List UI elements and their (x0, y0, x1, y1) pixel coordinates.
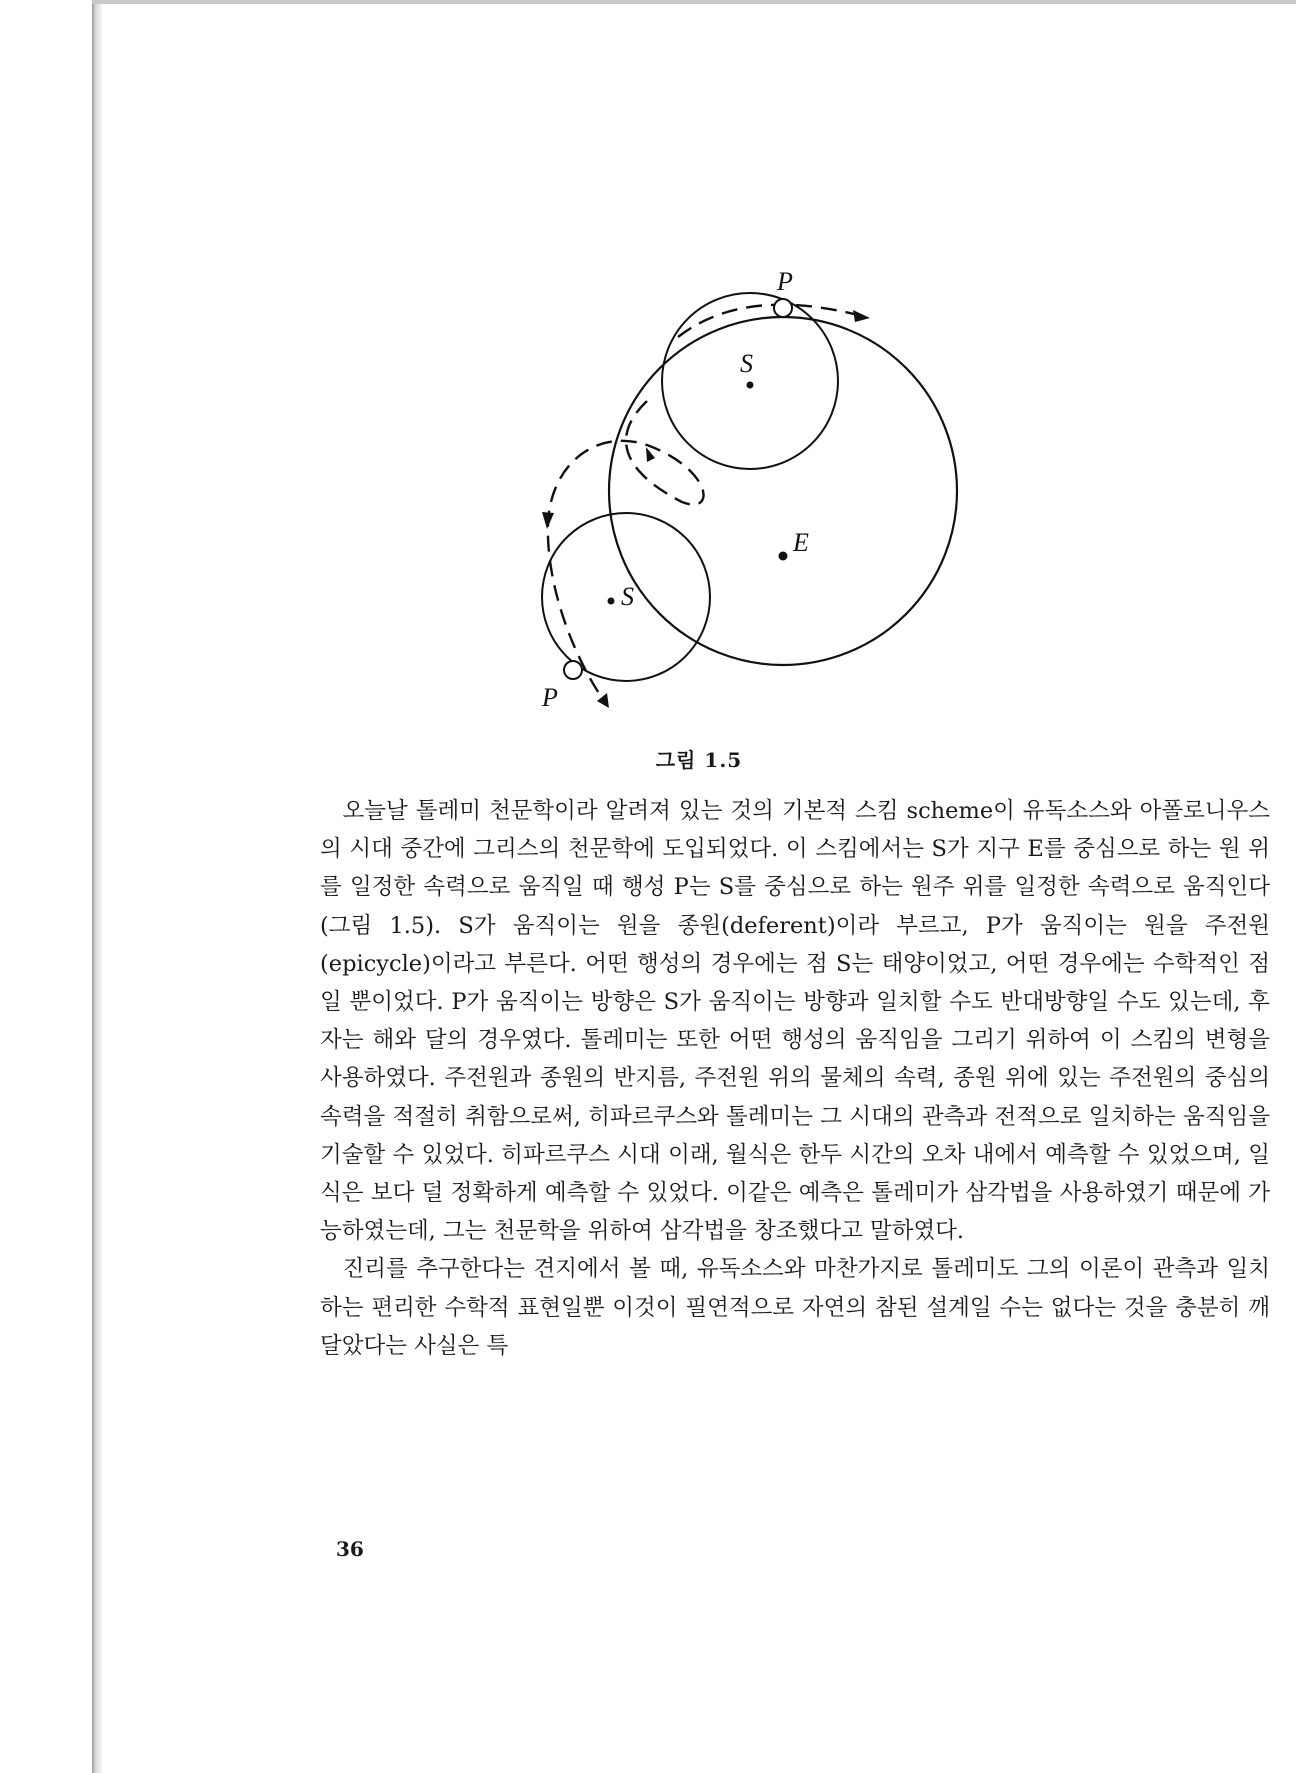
planet-marker-bottom (564, 661, 582, 679)
page-number: 36 (336, 1537, 364, 1561)
planet-path-dashed-loop (548, 401, 704, 701)
path-arrow-loop (646, 447, 655, 462)
planet-path-dashed (678, 305, 862, 337)
label-p-top: P (777, 267, 793, 296)
label-p-bottom: P (542, 683, 558, 712)
planet-marker-top (774, 299, 792, 317)
path-arrow-bottom (597, 693, 609, 708)
paragraph: 진리를 추구한다는 견지에서 볼 때, 유독소스와 마찬가지로 톨레미도 그의 이론이 관측과 일치하는 편리한 수학적 표현일뿐 이것이 필연적으로 자연의 참된 설계일 수는 없다는 것을 충분히 깨달았다는 사실은 특 (320, 1256, 1270, 1359)
label-s-top: S (740, 349, 753, 378)
s-point-top (747, 382, 754, 389)
epicycle-diagram (102, 4, 1296, 784)
body-text (320, 792, 1270, 1365)
s-point-bottom (608, 598, 615, 605)
path-arrow-left (542, 512, 554, 529)
figure-caption: 그림 1.5 (655, 748, 743, 772)
epicycle-figure (102, 4, 1296, 784)
paragraph: 오늘날 톨레미 천문학이라 알려져 있는 것의 기본적 스킴 scheme이 유독소스와 아폴로니우스의 시대 중간에 그리스의 천문학에 도입되었다. 이 스킴에서는 S가 지구 E를 중심으로 하는 원 위를 일정한 속력으로 움직일 때 행성 P는 S를 중심으로 하는 원주 위를 일정한 속력으로 움직인다(그림 1.5). S가 움직이는 원을 종원(deferent)이라 부르고, P가 움직이는 원을 주전원(epicycle)이라고 부른다. 어떤 행성의 경우에는 점 S는 태양이었고, 어떤 경우에는 수학적인 점일 뿐이었다. P가 움직이는 방향은 S가 움직이는 방향과 일치할 수도 반대방향일 수도 있는데, 후자는 해와 달의 경우였다. 톨레미는 또한 어떤 행성의 움직임을 그리기 위하여 이 스킴의 변형을 사용하였다. 주전원과 종원의 반지름, 주전원 위의 물체의 속력, 종원 위에 있는 주전원의 중심의 속력을 적절히 취함으로써, 히파르쿠스와 톨레미는 그 시대의 관측과 전적으로 일치하는 움직임을 기술할 수 있었다. 히파르쿠스 시대 이래, 월식은 한두 시간의 오차 내에서 예측할 수 있었으며, 일식은 보다 덜 정확하게 예측할 수 있었다. 이같은 예측은 톨레미가 삼각법을 사용하였기 때문에 가능하였는데, 그는 천문학을 위하여 삼각법을 창조했다고 말하였다. (320, 798, 1270, 1245)
e-point (779, 552, 788, 561)
path-arrow-top (853, 310, 870, 322)
book-page (102, 4, 1296, 1773)
label-s-bottom: S (621, 582, 634, 611)
page-left-edge (92, 0, 102, 1773)
label-e: E (793, 528, 809, 557)
